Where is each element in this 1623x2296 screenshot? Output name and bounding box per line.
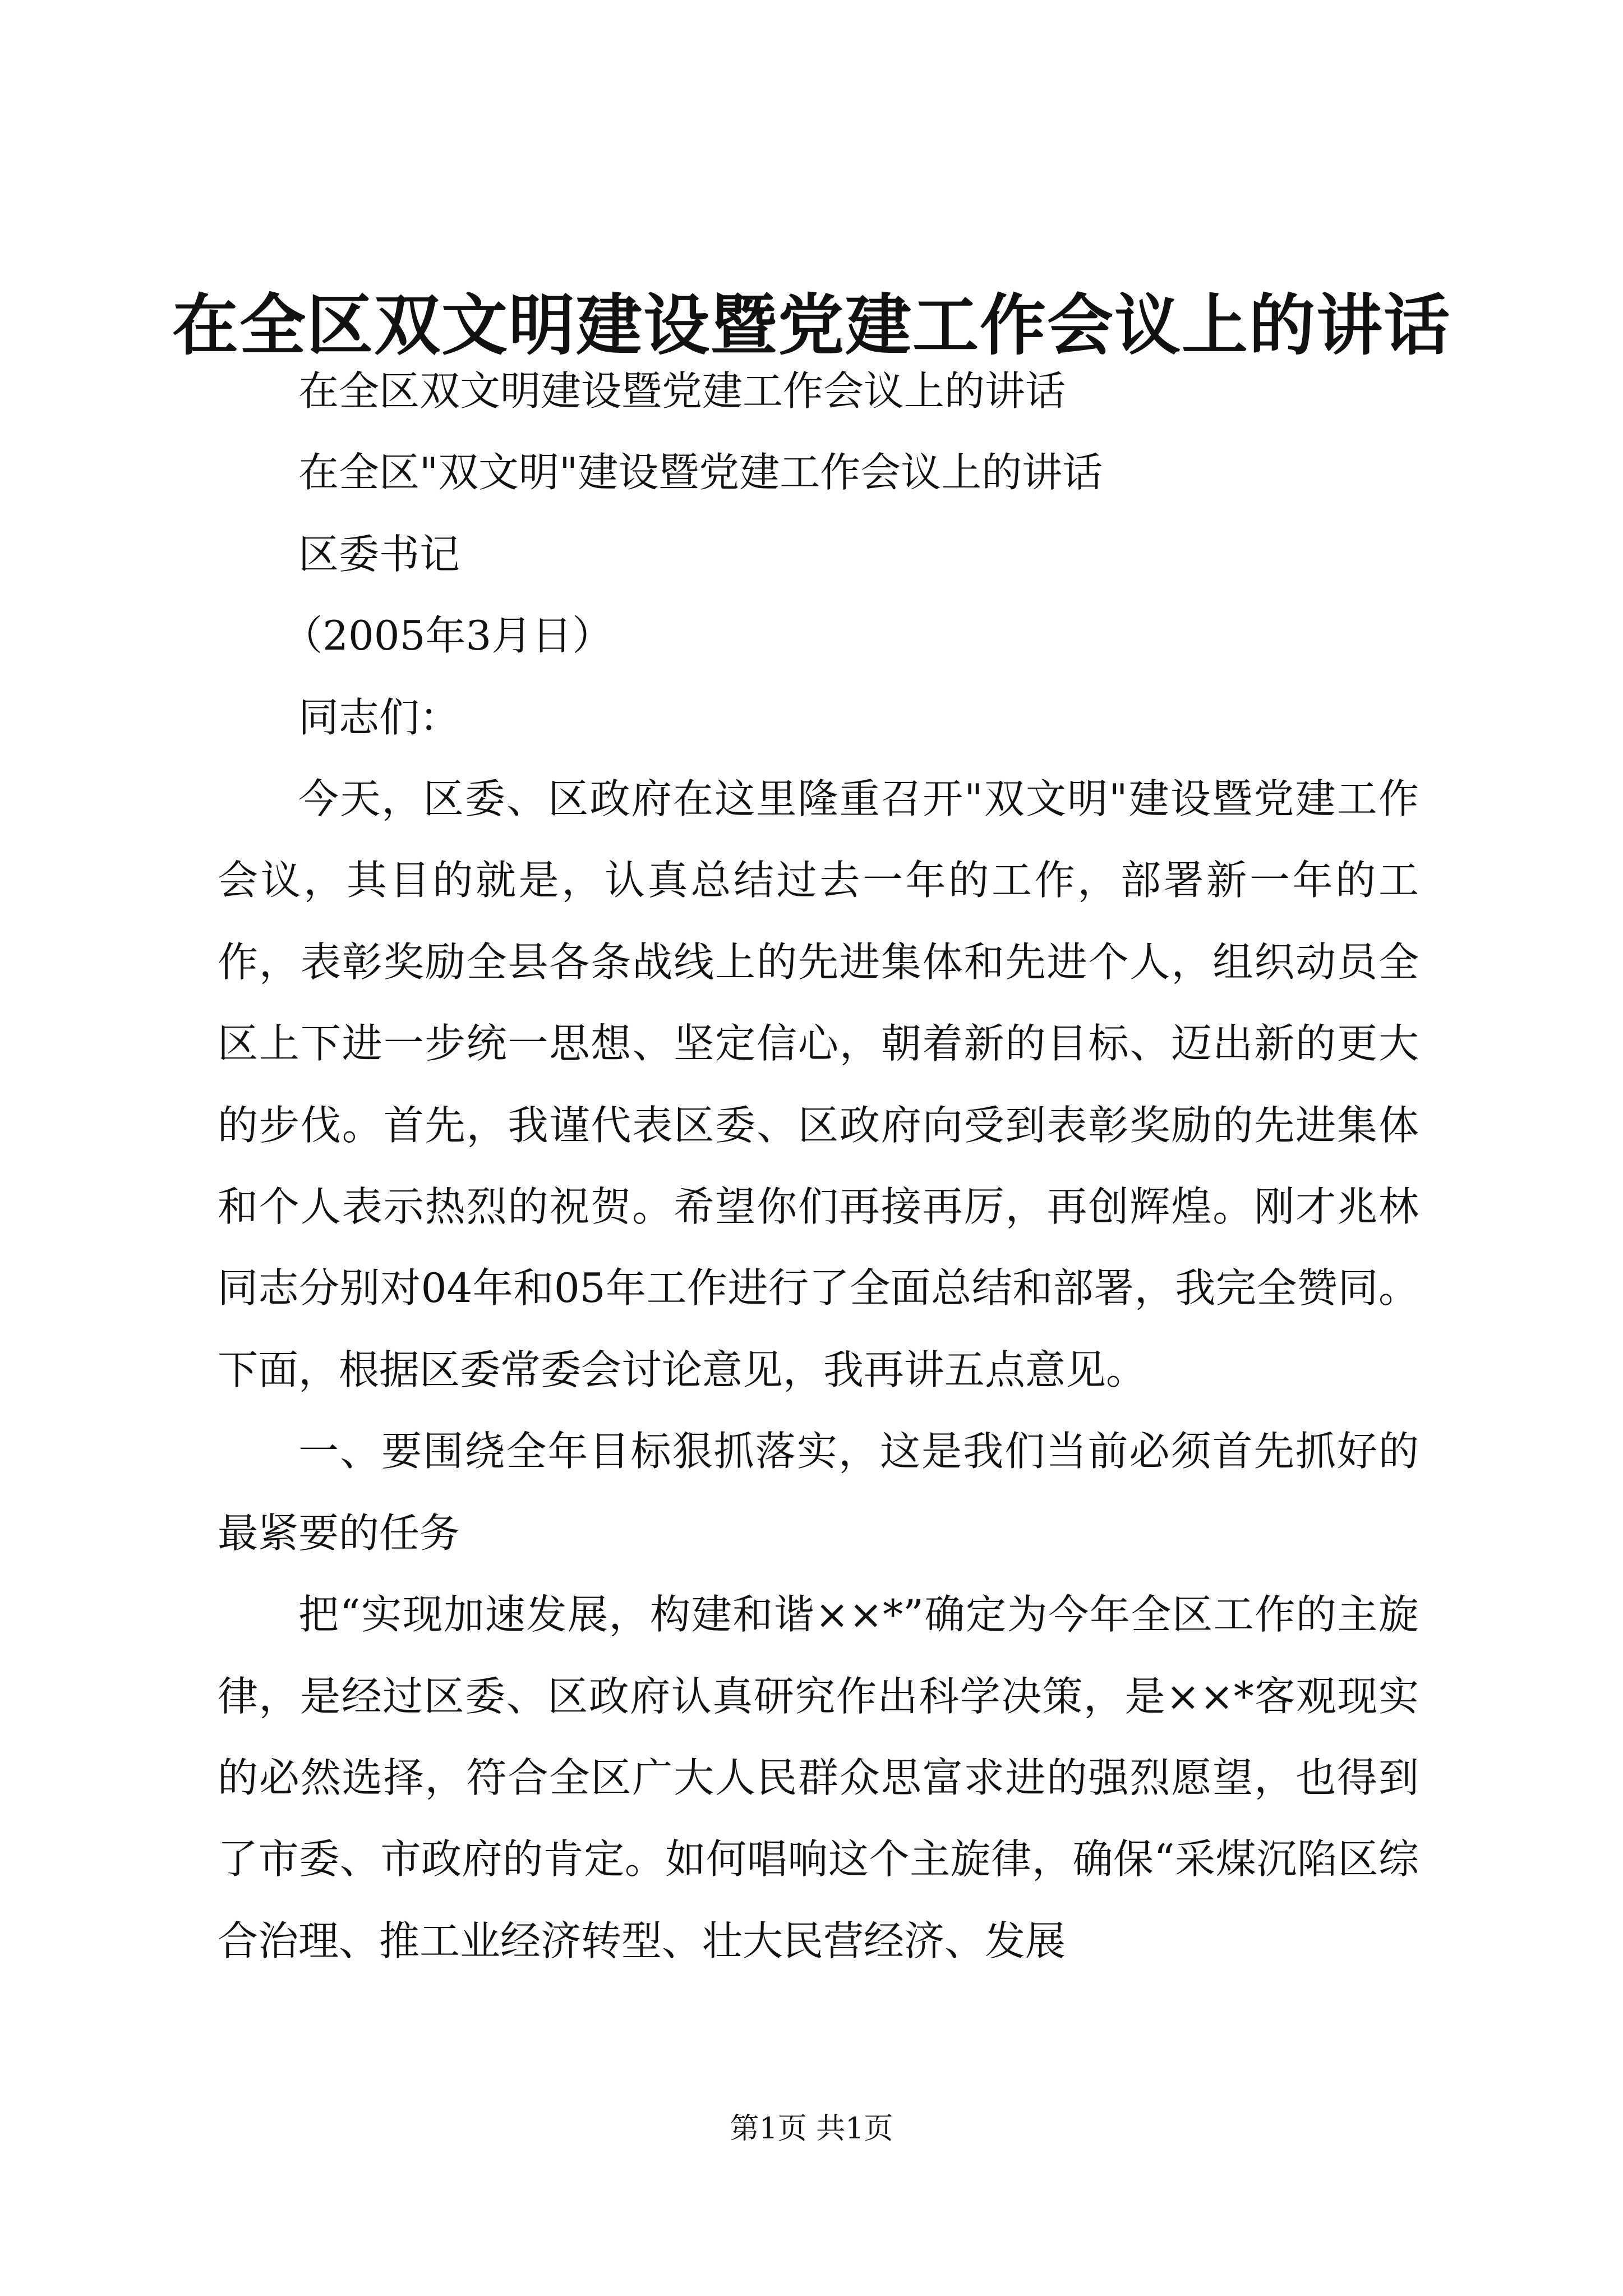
- paragraph-date: （2005年3月日）: [282, 612, 613, 660]
- paragraph-speaker: 区委书记: [298, 530, 460, 578]
- paragraph-subtitle-quoted: 在全区"双文明"建设暨党建工作会议上的讲话: [298, 449, 1103, 496]
- paragraph-opening: 今天，区委、区政府在这里隆重召开"双文明"建设暨党建工作会议，其目的就是，认真总结过去一年的工作，部署新一年的工作，表彰奖励全县各条战线上的先进集体和先进个人，组织动员全区上下进一步统一思想、坚定信心，朝着新的目标、迈出新的更大的步伐。首先，我谨代表区委、区政府向受到表彰奖励的先进集体和个人表示热烈的祝贺。希望你们再接再厉，再创辉煌。刚才兆林同志分别对04年和05年工作进行了全面总结和部署，我完全赞同。下面，根据区委常委会讨论意见，我再讲五点意见。: [218, 775, 1419, 1393]
- paragraph-subtitle: 在全区双文明建设暨党建工作会议上的讲话: [298, 367, 1066, 415]
- paragraph-section-heading: 一、要围绕全年目标狠抓落实，这是我们当前必须首先抓好的最紧要的任务: [218, 1428, 1419, 1557]
- paragraph-section-body: 把“实现加速发展，构建和谐××*”确定为今年全区工作的主旋律，是经过区委、区政府认真研究作出科学决策，是××*客观现实的必然选择，符合全区广大人民群众思富求进的强烈愿望，也得到了市委、市政府的肯定。如何唱响这个主旋律，确保“采煤沉陷区综合治理、推工业经济转型、壮大民营经济、发展: [218, 1591, 1419, 1964]
- page-footer: 第1页 共1页: [730, 2112, 893, 2146]
- paragraph-salutation: 同志们：: [298, 693, 460, 741]
- document-body: [218, 351, 1419, 1982]
- document-title: 在全区双文明建设暨党建工作会议上的讲话: [172, 286, 1451, 364]
